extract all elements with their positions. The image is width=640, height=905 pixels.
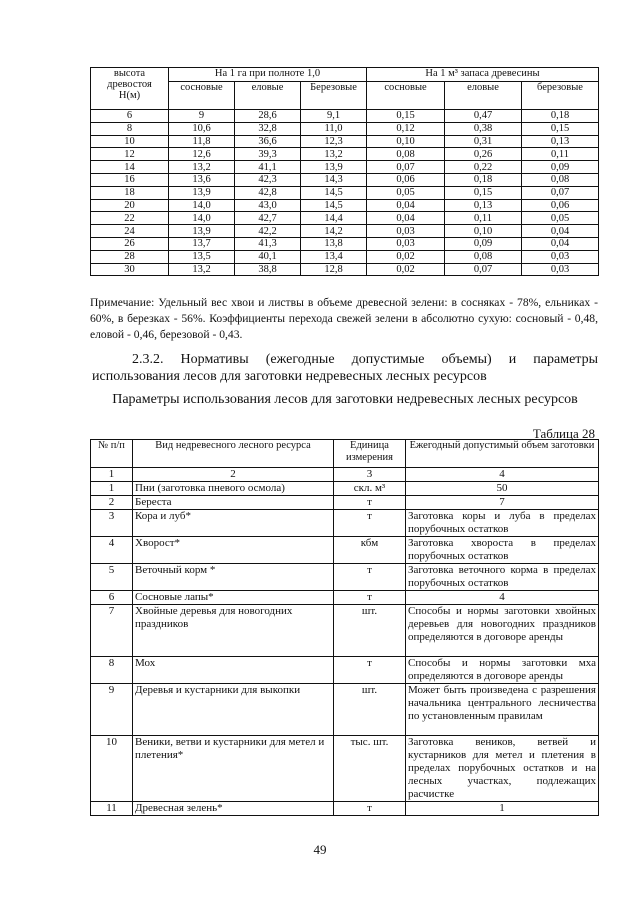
table-row (91, 736, 599, 802)
value-cell: 13,8 (301, 237, 367, 250)
sub-header: березовые (522, 82, 599, 110)
value-cell: 13,9 (301, 161, 367, 174)
value-cell: 0,38 (445, 122, 522, 135)
sub-header: еловые (235, 82, 301, 110)
value-cell: 0,02 (367, 250, 445, 263)
row-number: 6 (91, 591, 133, 605)
page-number: 49 (313, 842, 327, 857)
table-row (91, 657, 599, 684)
value-cell: 11,8 (169, 135, 235, 148)
height-cell: 28 (91, 250, 169, 263)
sub-header: Березовые (301, 82, 367, 110)
value-cell: 0,03 (367, 225, 445, 238)
resource-name: Деревья и кустарники для выкопки (133, 684, 334, 736)
value-cell: 42,2 (235, 225, 301, 238)
per-cubic-meter-header: На 1 м³ запаса древесины (367, 68, 599, 82)
resource-name: Веники, ветви и кустарники для метел и плетения* (133, 736, 334, 802)
header-number: № п/п (91, 440, 133, 468)
value-cell: 13,5 (169, 250, 235, 263)
height-cell: 22 (91, 212, 169, 225)
resource-name: Хвойные деревья для новогодних праздников (133, 605, 334, 657)
unit: скл. м³ (334, 482, 406, 496)
value-cell: 13,9 (169, 186, 235, 199)
height-cell: 6 (91, 110, 169, 123)
allowed-volume: 50 (406, 482, 599, 496)
row-number: 5 (91, 564, 133, 591)
value-cell: 14,2 (301, 225, 367, 238)
height-cell: 12 (91, 148, 169, 161)
value-cell: 14,4 (301, 212, 367, 225)
value-cell: 0,03 (522, 250, 599, 263)
value-cell: 0,09 (522, 161, 599, 174)
value-cell: 0,03 (367, 237, 445, 250)
header-resource: Вид недревесного лесного ресурса (133, 440, 334, 468)
unit: шт. (334, 684, 406, 736)
allowed-volume: Заготовка хвороста в пределах порубочных остатков (406, 537, 599, 564)
value-cell: 0,18 (522, 110, 599, 123)
table-row (91, 148, 599, 161)
unit: тыс. шт. (334, 736, 406, 802)
section-heading: 2.3.2. Нормативы (ежегодные допустимые объемы) и параметры использования лесов для заготовки недревесных лесных ресурсов (92, 352, 598, 384)
allowed-volume: 4 (406, 591, 599, 605)
table-row (91, 173, 599, 186)
value-cell: 13,9 (169, 225, 235, 238)
table-number: Таблица 28 (532, 426, 595, 441)
value-cell: 41,1 (235, 161, 301, 174)
value-cell: 14,3 (301, 173, 367, 186)
allowed-volume: Заготовка коры и луба в пределах порубочных остатков (406, 510, 599, 537)
resource-name: Кора и луб* (133, 510, 334, 537)
row-number: 11 (91, 802, 133, 816)
value-cell: 12,6 (169, 148, 235, 161)
value-cell: 0,07 (522, 186, 599, 199)
table-row (91, 684, 599, 736)
unit: т (334, 564, 406, 591)
table-row (91, 591, 599, 605)
row-number: 8 (91, 657, 133, 684)
unit: шт. (334, 605, 406, 657)
unit: т (334, 657, 406, 684)
value-cell: 0,09 (445, 237, 522, 250)
height-cell: 20 (91, 199, 169, 212)
row-number: 2 (91, 496, 133, 510)
resource-name: Пни (заготовка пневого осмола) (133, 482, 334, 496)
value-cell: 0,08 (445, 250, 522, 263)
header-index: 3 (334, 468, 406, 482)
resource-name: Береста (133, 496, 334, 510)
header-volume: Ежегодный допустимый объем заготовки (406, 440, 599, 468)
resource-name: Древесная зелень* (133, 802, 334, 816)
row-number: 7 (91, 605, 133, 657)
header-index: 1 (91, 468, 133, 482)
unit: т (334, 510, 406, 537)
value-cell: 9,1 (301, 110, 367, 123)
height-cell: 18 (91, 186, 169, 199)
value-cell: 14,5 (301, 186, 367, 199)
table-row (91, 564, 599, 591)
height-column-header: высота древостоя Н(м) (91, 68, 169, 110)
value-cell: 43,0 (235, 199, 301, 212)
table-row (91, 510, 599, 537)
non-wood-resources-table (90, 439, 599, 816)
value-cell: 0,10 (445, 225, 522, 238)
height-cell: 26 (91, 237, 169, 250)
value-cell: 28,6 (235, 110, 301, 123)
value-cell: 0,12 (367, 122, 445, 135)
table-row (91, 237, 599, 250)
value-cell: 0,05 (522, 212, 599, 225)
table-row (91, 135, 599, 148)
value-cell: 0,04 (367, 199, 445, 212)
value-cell: 0,06 (367, 173, 445, 186)
value-cell: 40,1 (235, 250, 301, 263)
unit: т (334, 496, 406, 510)
green-mass-table (90, 67, 599, 276)
height-cell: 24 (91, 225, 169, 238)
value-cell: 13,2 (301, 148, 367, 161)
resource-name: Хворост* (133, 537, 334, 564)
value-cell: 0,26 (445, 148, 522, 161)
value-cell: 0,02 (367, 263, 445, 276)
allowed-volume: 1 (406, 802, 599, 816)
unit: кбм (334, 537, 406, 564)
table-row (91, 122, 599, 135)
value-cell: 13,2 (169, 263, 235, 276)
unit: т (334, 591, 406, 605)
value-cell: 0,47 (445, 110, 522, 123)
sub-header: еловые (445, 82, 522, 110)
value-cell: 12,3 (301, 135, 367, 148)
value-cell: 0,07 (445, 263, 522, 276)
table-row (91, 537, 599, 564)
value-cell: 38,8 (235, 263, 301, 276)
value-cell: 0,10 (367, 135, 445, 148)
value-cell: 41,3 (235, 237, 301, 250)
row-number: 4 (91, 537, 133, 564)
value-cell: 0,04 (522, 237, 599, 250)
value-cell: 0,22 (445, 161, 522, 174)
table-note: Примечание: Удельный вес хвои и листвы в объеме древесной зелени: в сосняках - 78%, ельниках - 60%, в березках - 56%. Коэффициенты перехода свежей зелени в абсолютно сухую: сосновый - 0,48, еловой - 0,46, березовой - 0,43. (90, 296, 598, 341)
value-cell: 0,07 (367, 161, 445, 174)
table-row (91, 496, 599, 510)
value-cell: 0,11 (445, 212, 522, 225)
value-cell: 0,18 (445, 173, 522, 186)
green-mass-table-body (91, 110, 599, 276)
value-cell: 32,8 (235, 122, 301, 135)
height-cell: 10 (91, 135, 169, 148)
table-row (91, 199, 599, 212)
value-cell: 0,13 (445, 199, 522, 212)
resource-name: Мох (133, 657, 334, 684)
table-row (91, 802, 599, 816)
non-wood-resources-table-body (91, 482, 599, 816)
table-row (91, 110, 599, 123)
table-row (91, 225, 599, 238)
value-cell: 0,03 (522, 263, 599, 276)
resource-name: Сосновые лапы* (133, 591, 334, 605)
value-cell: 0,15 (522, 122, 599, 135)
value-cell: 10,6 (169, 122, 235, 135)
allowed-volume: Заготовка веточного корма в пределах порубочных остатков (406, 564, 599, 591)
value-cell: 13,2 (169, 161, 235, 174)
value-cell: 0,05 (367, 186, 445, 199)
value-cell: 36,6 (235, 135, 301, 148)
value-cell: 0,04 (367, 212, 445, 225)
value-cell: 13,6 (169, 173, 235, 186)
value-cell: 14,5 (301, 199, 367, 212)
value-cell: 14,0 (169, 212, 235, 225)
row-number: 3 (91, 510, 133, 537)
value-cell: 14,0 (169, 199, 235, 212)
value-cell: 42,3 (235, 173, 301, 186)
table-row (91, 250, 599, 263)
value-cell: 0,04 (522, 225, 599, 238)
row-number: 10 (91, 736, 133, 802)
height-cell: 16 (91, 173, 169, 186)
per-hectare-header: На 1 га при полноте 1,0 (169, 68, 367, 82)
height-cell: 8 (91, 122, 169, 135)
unit: т (334, 802, 406, 816)
resource-name: Веточный корм * (133, 564, 334, 591)
value-cell: 13,7 (169, 237, 235, 250)
row-number: 9 (91, 684, 133, 736)
height-cell: 30 (91, 263, 169, 276)
value-cell: 9 (169, 110, 235, 123)
params-title: Параметры использования лесов для заготовки недревесных лесных ресурсов (112, 392, 578, 407)
allowed-volume: Способы и нормы заготовки хвойных деревьев для новогодних праздников определяются в договоре аренды (406, 605, 599, 657)
row-number: 1 (91, 482, 133, 496)
table-row (91, 605, 599, 657)
height-cell: 14 (91, 161, 169, 174)
allowed-volume: 7 (406, 496, 599, 510)
value-cell: 12,8 (301, 263, 367, 276)
table-row (91, 263, 599, 276)
sub-header: сосновые (169, 82, 235, 110)
value-cell: 0,06 (522, 199, 599, 212)
value-cell: 0,15 (367, 110, 445, 123)
value-cell: 0,13 (522, 135, 599, 148)
value-cell: 13,4 (301, 250, 367, 263)
value-cell: 0,11 (522, 148, 599, 161)
value-cell: 42,7 (235, 212, 301, 225)
value-cell: 0,08 (522, 173, 599, 186)
value-cell: 11,0 (301, 122, 367, 135)
value-cell: 0,15 (445, 186, 522, 199)
sub-header: сосновые (367, 82, 445, 110)
header-unit: Единица измерения (334, 440, 406, 468)
value-cell: 0,31 (445, 135, 522, 148)
table-row (91, 186, 599, 199)
allowed-volume: Способы и нормы заготовки мха определяются в договоре аренды (406, 657, 599, 684)
allowed-volume: Может быть произведена с разрешения начальника центрального лесничества по установленным правилам (406, 684, 599, 736)
table-row (91, 161, 599, 174)
value-cell: 0,08 (367, 148, 445, 161)
value-cell: 42,8 (235, 186, 301, 199)
allowed-volume: Заготовка веников, ветвей и кустарников для метел и плетения в пределах порубочных остатков и на лесных участках, подлежащих расчистке (406, 736, 599, 802)
header-index: 2 (133, 468, 334, 482)
table-row (91, 212, 599, 225)
table-row (91, 482, 599, 496)
header-index: 4 (406, 468, 599, 482)
value-cell: 39,3 (235, 148, 301, 161)
